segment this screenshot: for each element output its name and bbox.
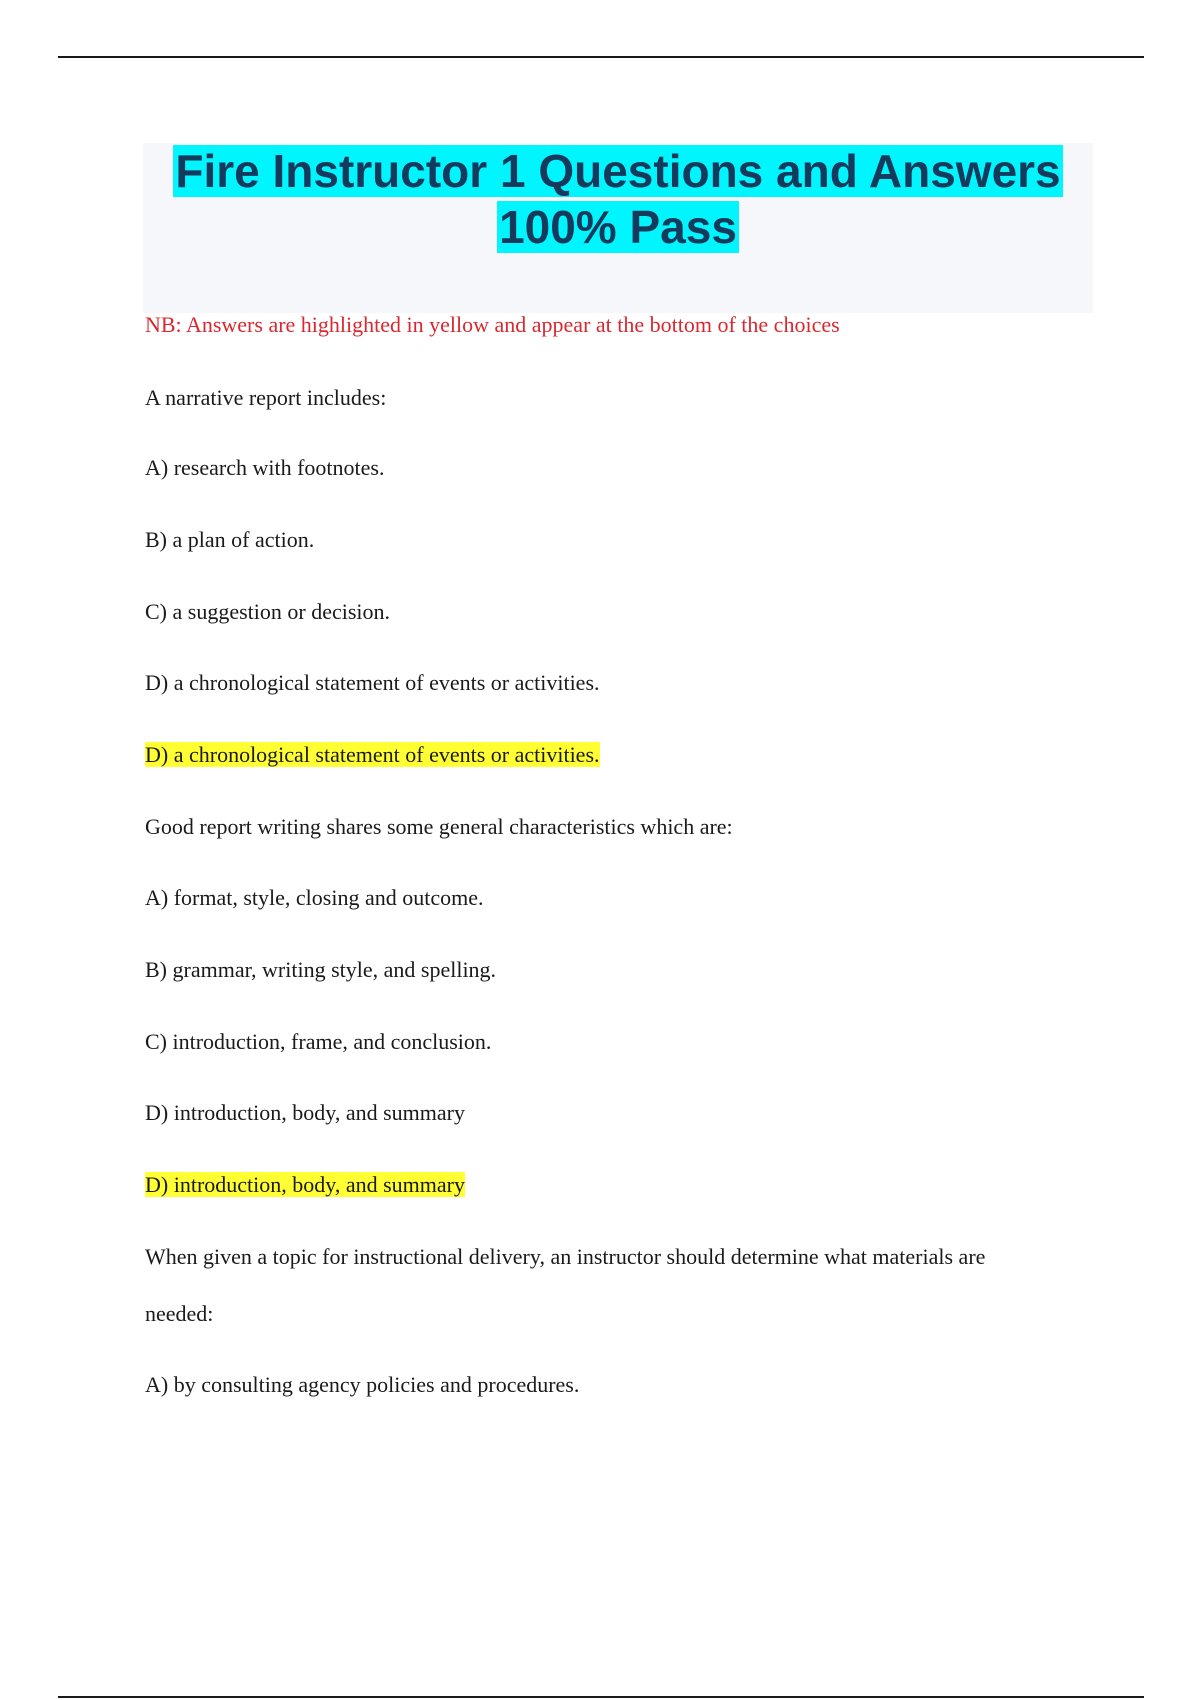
q2-choice-b: B) grammar, writing style, and spelling. — [145, 957, 497, 982]
q1-answer — [145, 740, 600, 770]
question-3-line-1: When given a topic for instructional delivery, an instructor should determine what materials are — [145, 1244, 986, 1269]
q1-choice-a: A) research with footnotes. — [145, 455, 385, 480]
title-line-2: 100% Pass — [499, 201, 737, 253]
top-rule — [58, 56, 1144, 58]
q3-choice-a: A) by consulting agency policies and procedures. — [145, 1372, 580, 1397]
document-title — [143, 143, 1093, 255]
q1-choice-d: D) a chronological statement of events or activities. — [145, 670, 600, 695]
question-1: A narrative report includes: — [145, 385, 387, 410]
answer-note: NB: Answers are highlighted in yellow and appear at the bottom of the choices — [145, 312, 840, 337]
q2-choice-c: C) introduction, frame, and conclusion. — [145, 1029, 492, 1054]
q1-answer-highlight: D) a chronological statement of events or activities. — [145, 742, 600, 767]
q1-choice-b: B) a plan of action. — [145, 527, 315, 552]
q2-choice-d: D) introduction, body, and summary — [145, 1100, 465, 1125]
title-line-1: Fire Instructor 1 Questions and Answers — [175, 145, 1061, 197]
bottom-rule — [58, 1696, 1144, 1698]
q2-answer — [145, 1170, 465, 1200]
question-3-line-2: needed: — [145, 1301, 214, 1326]
q2-answer-highlight: D) introduction, body, and summary — [145, 1172, 465, 1197]
question-2: Good report writing shares some general characteristics which are: — [145, 814, 733, 839]
q2-choice-a: A) format, style, closing and outcome. — [145, 885, 484, 910]
q1-choice-c: C) a suggestion or decision. — [145, 599, 391, 624]
